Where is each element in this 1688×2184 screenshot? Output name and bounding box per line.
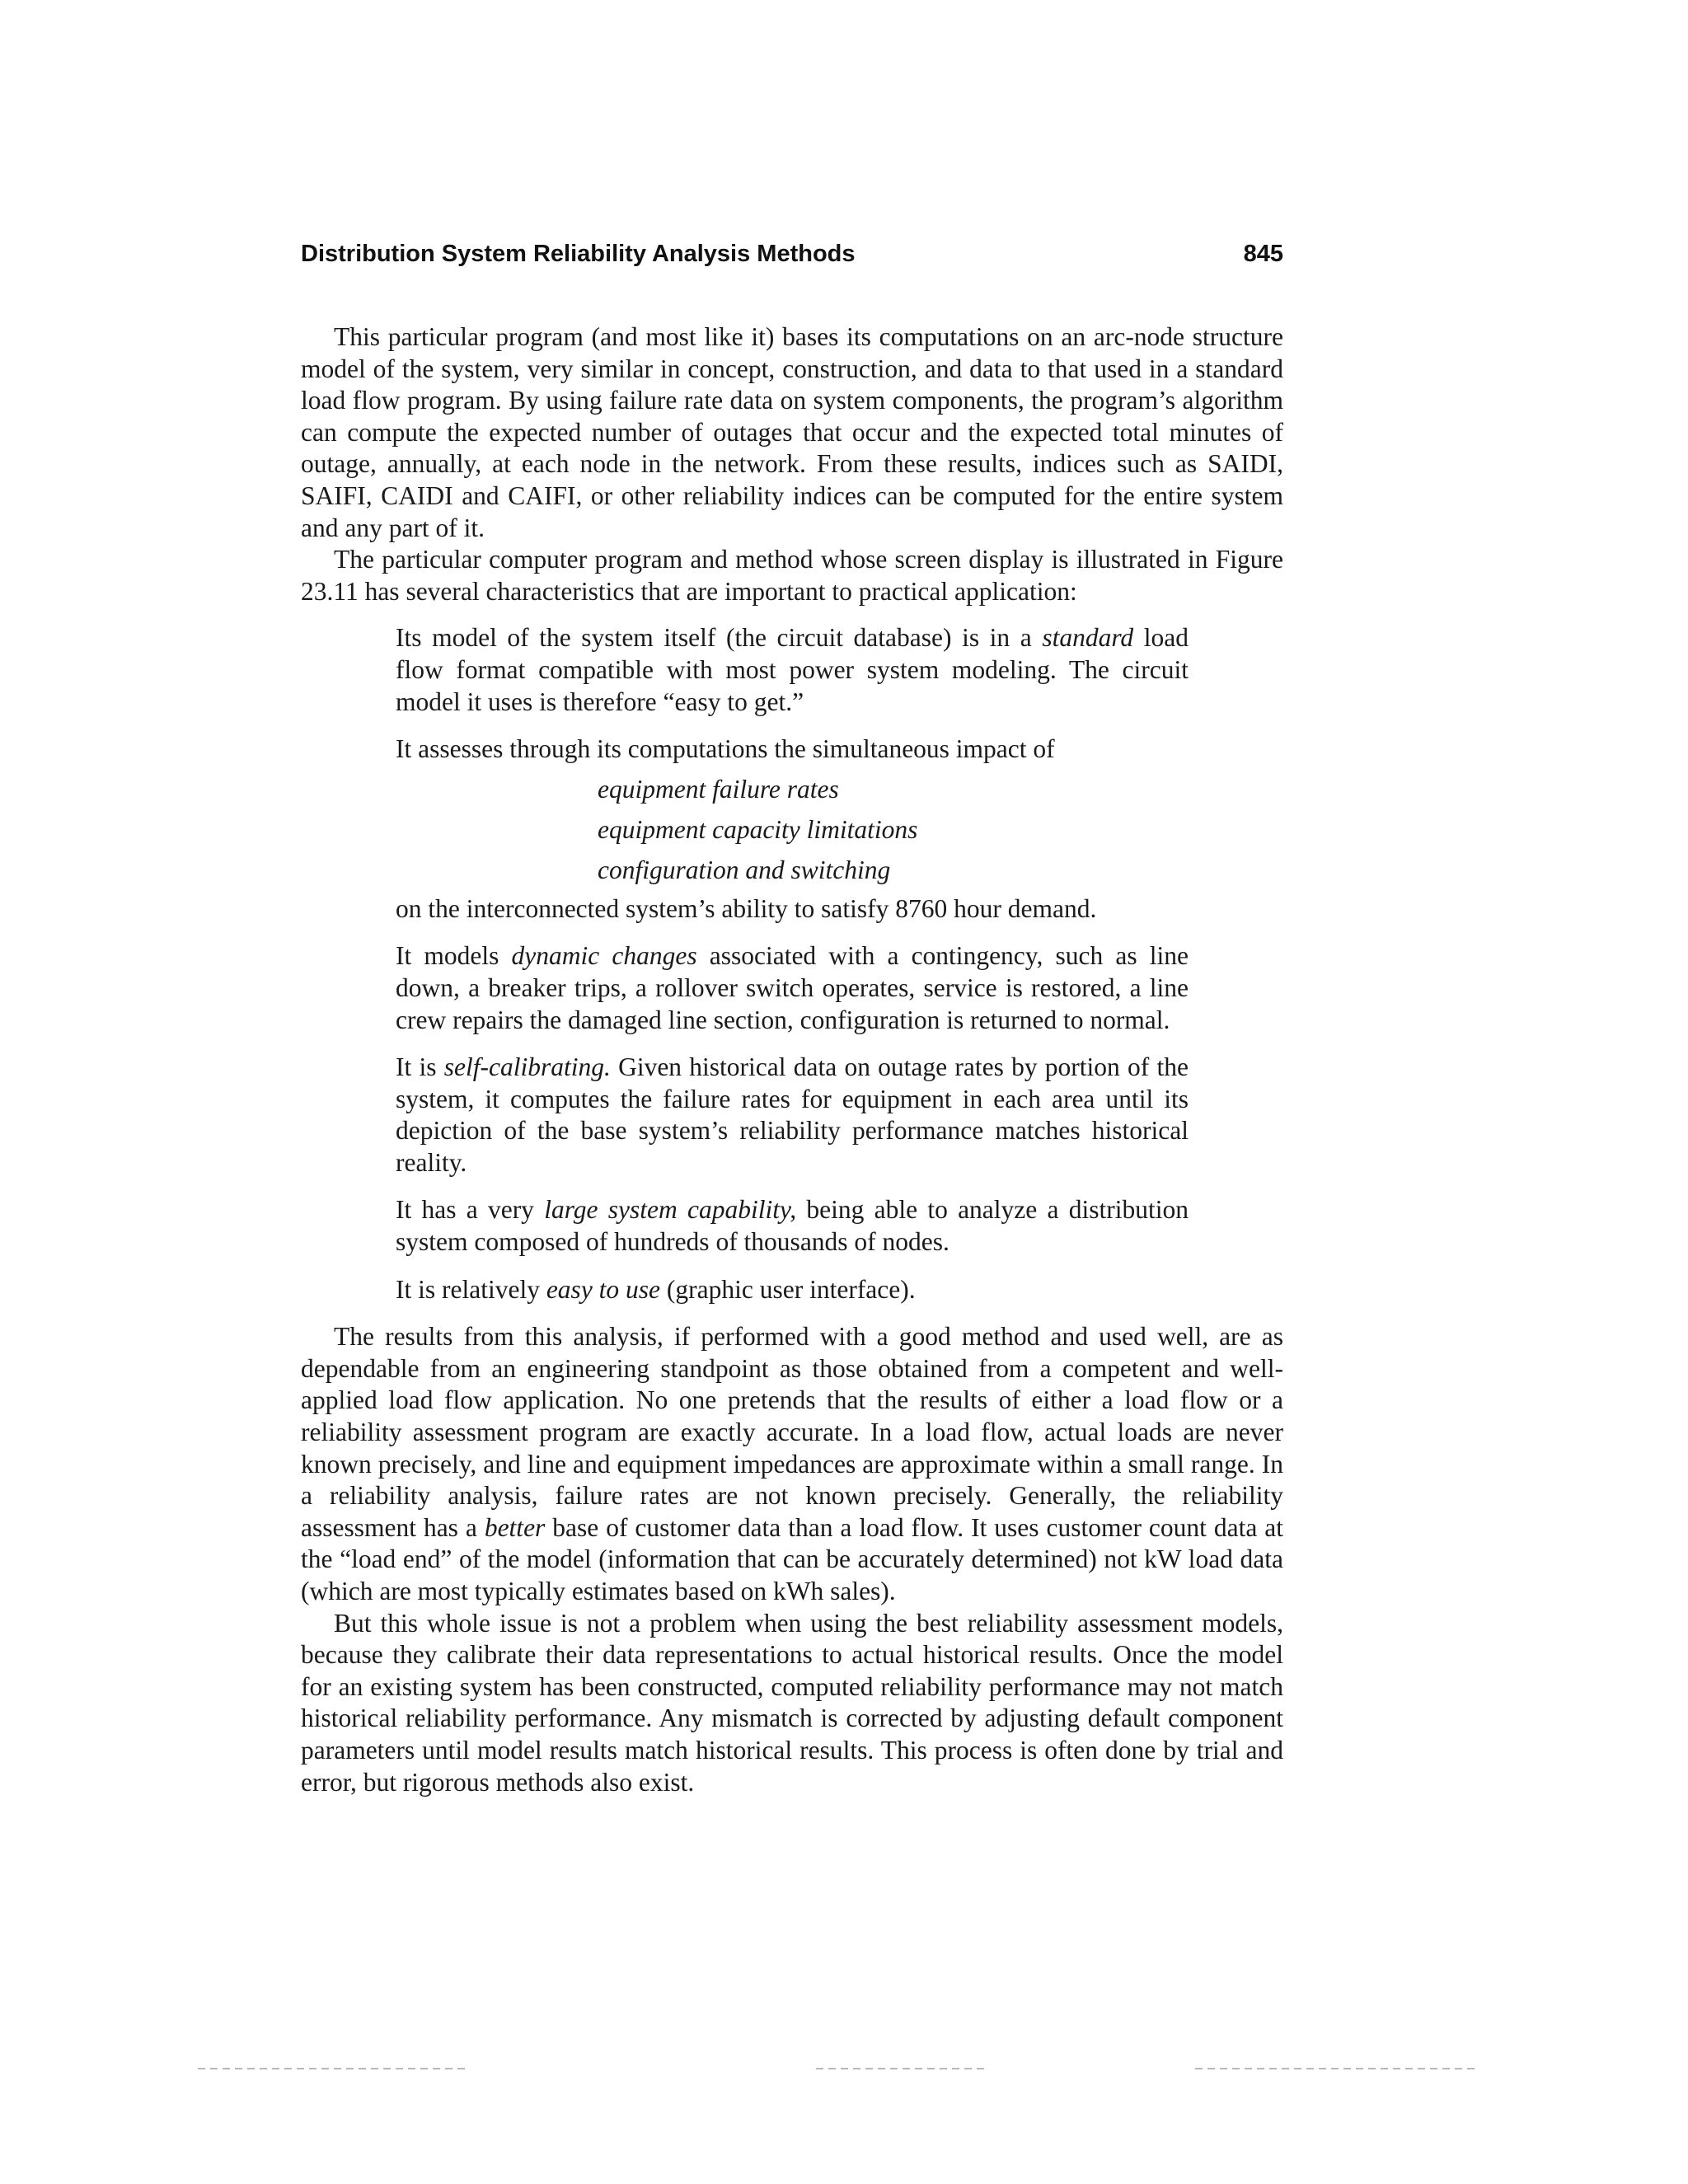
characteristics-list [396,622,1189,1305]
body-text [301,321,1283,1798]
list-item: It models dynamic changes associated with a contingency, such as line down, a breaker trips, a rollover switch operates, service is restored, a line crew repairs the damaged line section, configuration is returned to normal. [396,941,1189,1034]
sublist-item: equipment capacity limitations [598,814,918,844]
paragraph-2: The particular computer program and method whose screen display is illustrated in Figure 23.11 has several characteristics that are important to practical application: [301,545,1283,606]
header-title: Distribution System Reliability Analysis Methods [301,241,856,267]
paragraph-1: This particular program (and most like it) bases its computations on an arc-node structure model of the system, very similar in concept, construction, and data to that used in a standard load flow program. By using failure rate data on system components, the program’s algorithm can compute the expected number of outages that occur and the expected total minutes of outage, annually, at each node in the network. From these results, indices such as SAIDI, SAIFI, CAIDI and CAIFI, or other reliability indices can be computed for the entire system and any part of it. [301,322,1283,542]
sublist-item: equipment failure rates [598,774,839,804]
scan-artifact-line [198,2068,470,2069]
list-item: It is relatively easy to use (graphic user interface). [396,1274,916,1304]
list-item: It has a very large system capability, being able to analyze a distribution system composed of hundreds of thousands of nodes. [396,1195,1189,1257]
page-number: 845 [1243,241,1283,267]
sublist-item: configuration and switching [598,855,891,884]
scan-artifact-line [1195,2068,1475,2069]
list-item: It is self-calibrating. Given historical data on outage rates by portion of the system, it computes the failure rates for equipment in each area until its depiction of the base system’s reliability performance matches historical reality. [396,1052,1189,1177]
list-item-continuation: on the interconnected system’s ability to satisfy 8760 hour demand. [396,893,1097,923]
list-item: It assesses through its computations the simultaneous impact of [396,734,1055,764]
paragraph-3: The results from this analysis, if performed with a good method and used well, are as dependable from an engineering standpoint as those obtained from a competent and well-applied load flow application. No one pretends that the results of either a load flow or a reliability assessment program are exactly accurate. In a load flow, actual loads are never known precisely, and line and equipment impedances are approximate within a small range. In a reliability analysis, failure rates are not known precisely. Generally, the reliability assessment has a better base of customer data than a load flow. It uses customer count data at the “load end” of the model (information that can be accurately determined) not kW load data (which are most typically estimates based on kWh sales). [301,1322,1283,1605]
scan-artifact-line [816,2068,989,2069]
paragraph-4: But this whole issue is not a problem when using the best reliability assessment models, because they calibrate their data representations to actual historical results. Once the model for an existing system has been constructed, computed reliability performance may not match historical reliability performance. Any mismatch is corrected by adjusting default component parameters until model results match historical results. This process is often done by trial and error, but rigorous methods also exist. [301,1608,1283,1797]
impact-sublist [598,769,1189,890]
running-header [301,241,1283,268]
list-item: Its model of the system itself (the circuit database) is in a standard load flow format compatible with most power system modeling. The circuit model it uses is therefore “easy to get.” [396,623,1189,716]
